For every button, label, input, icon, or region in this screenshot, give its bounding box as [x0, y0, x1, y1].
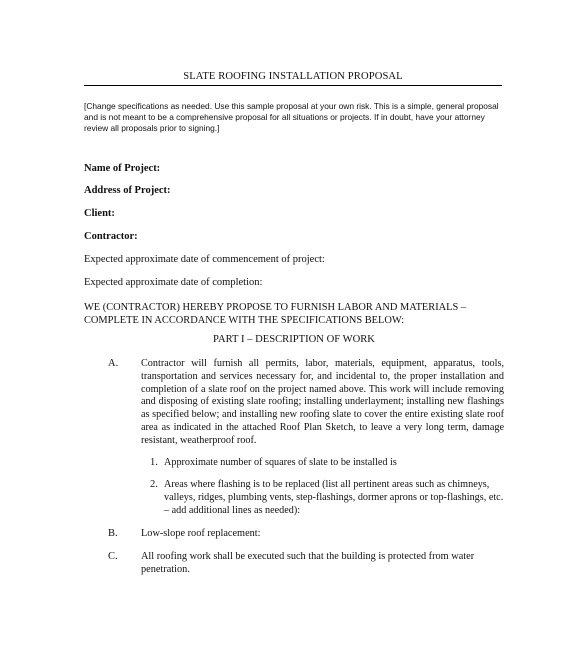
field-project-name: Name of Project: — [84, 163, 161, 174]
field-client: Client: — [84, 208, 115, 219]
item-a-text: Contractor will furnish all permits, labor, materials, equipment, apparatus, tools, transportation and services necessary for, and incidental to, the proper installation and completion of a slate roof on the project named above. This work will include removing and disposing of existing slate roofing; installing underlayment; installing new flashings as specified below; and installing new roofing slate to cover the entire existing slate roof area as indicated in the attached Roof Plan Sketch, to leave a very long term, damage resistant, weatherproof roof. — [141, 358, 504, 446]
item-b-text: Low-slope roof replacement: — [141, 528, 261, 539]
commencement-date-line: Expected approximate date of commencement of project: — [84, 254, 325, 265]
item-c-letter: C. — [108, 551, 118, 562]
item-b-letter: B. — [108, 528, 118, 539]
field-project-address: Address of Project: — [84, 185, 171, 196]
disclaimer-note: [Change specifications as needed. Use this sample proposal at your own risk. This is a simple, general proposal and is not meant to be a comprehensive proposal for all situations or projects. If in doubt, have your attorney review all proposals prior to signing.] — [84, 101, 499, 133]
title-underline — [84, 85, 502, 86]
completion-date-line: Expected approximate date of completion: — [84, 277, 263, 288]
subitem-2-number: 2. — [150, 479, 158, 490]
subitem-1-text: Approximate number of squares of slate to be installed is — [164, 457, 397, 468]
document-title: SLATE ROOFING INSTALLATION PROPOSAL — [183, 71, 403, 82]
part-heading: PART I – DESCRIPTION OF WORK — [213, 334, 375, 345]
item-a-letter: A. — [108, 358, 119, 369]
proposal-statement: WE (CONTRACTOR) HEREBY PROPOSE TO FURNISH LABOR AND MATERIALS – COMPLETE IN ACCORDANCE WITH THE SPECIFICATIONS BELOW: — [84, 302, 467, 326]
item-c-text: All roofing work shall be executed such that the building is protected from water penetration. — [141, 551, 475, 575]
subitem-1-number: 1. — [150, 457, 158, 468]
subitem-2-text: Areas where flashing is to be replaced (list all pertinent areas such as chimneys, valleys, ridges, plumbing vents, step-flashings, dormer aprons or top-flashings, etc. – add additional lines as needed): — [164, 479, 504, 516]
field-contractor: Contractor: — [84, 231, 138, 242]
